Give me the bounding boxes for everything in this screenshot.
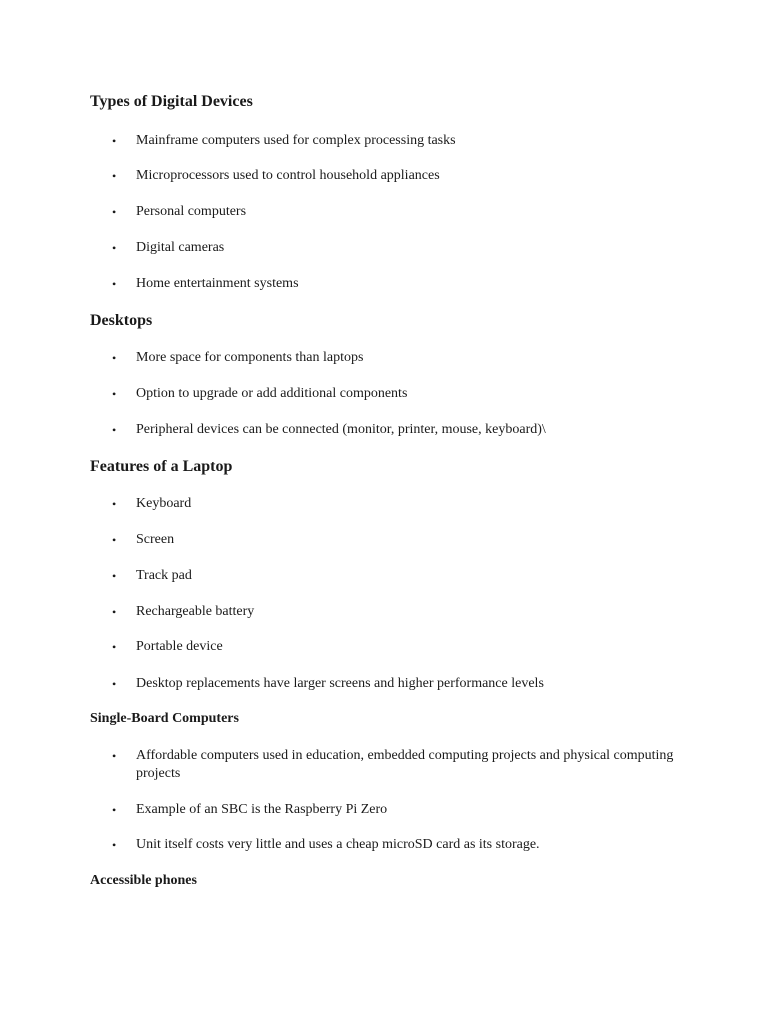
- list-item: Affordable computers used in education, embedded computing projects and physical computing projects: [136, 748, 674, 781]
- bullet-icon: •: [112, 277, 117, 291]
- section-heading-types-of-digital-devices: Types of Digital Devices: [90, 93, 253, 110]
- list-item: Microprocessors used to control household appliances: [136, 168, 440, 183]
- list-item: Digital cameras: [136, 240, 225, 255]
- bullet-icon: •: [112, 241, 117, 255]
- bullet-icon: •: [112, 169, 117, 183]
- list-item: Rechargeable battery: [136, 604, 255, 619]
- list-item: Desktop replacements have larger screens and higher performance levels: [136, 676, 544, 691]
- bullet-icon: •: [112, 134, 117, 148]
- list-item: Mainframe computers used for complex processing tasks: [136, 133, 456, 148]
- bullet-icon: •: [112, 387, 117, 401]
- bullet-icon: •: [112, 205, 117, 219]
- bullet-icon: •: [112, 640, 117, 654]
- bullet-icon: •: [112, 423, 117, 437]
- list-item: Example of an SBC is the Raspberry Pi Zero: [136, 802, 388, 817]
- list-item: Screen: [136, 532, 175, 547]
- bullet-icon: •: [112, 605, 117, 619]
- bullet-icon: •: [112, 677, 117, 691]
- section-heading-features-of-a-laptop: Features of a Laptop: [90, 458, 233, 475]
- list-item: Peripheral devices can be connected (monitor, printer, mouse, keyboard)\: [136, 422, 546, 437]
- list-item: Keyboard: [136, 496, 192, 511]
- bullet-icon: •: [112, 838, 117, 852]
- section-heading-accessible-phones: Accessible phones: [90, 873, 197, 888]
- list-item: More space for components than laptops: [136, 350, 364, 365]
- list-item: Personal computers: [136, 204, 247, 219]
- bullet-icon: •: [112, 749, 117, 763]
- list-item: Portable device: [136, 639, 223, 654]
- list-item: Track pad: [136, 568, 192, 583]
- bullet-icon: •: [112, 533, 117, 547]
- list-item: Home entertainment systems: [136, 276, 299, 291]
- bullet-icon: •: [112, 497, 117, 511]
- list-item: Option to upgrade or add additional components: [136, 386, 408, 401]
- list-item: Unit itself costs very little and uses a cheap microSD card as its storage.: [136, 837, 540, 852]
- bullet-icon: •: [112, 351, 117, 365]
- bullet-icon: •: [112, 803, 117, 817]
- bullet-icon: •: [112, 569, 117, 583]
- section-heading-desktops: Desktops: [90, 312, 153, 329]
- section-heading-single-board-computers: Single-Board Computers: [90, 711, 239, 726]
